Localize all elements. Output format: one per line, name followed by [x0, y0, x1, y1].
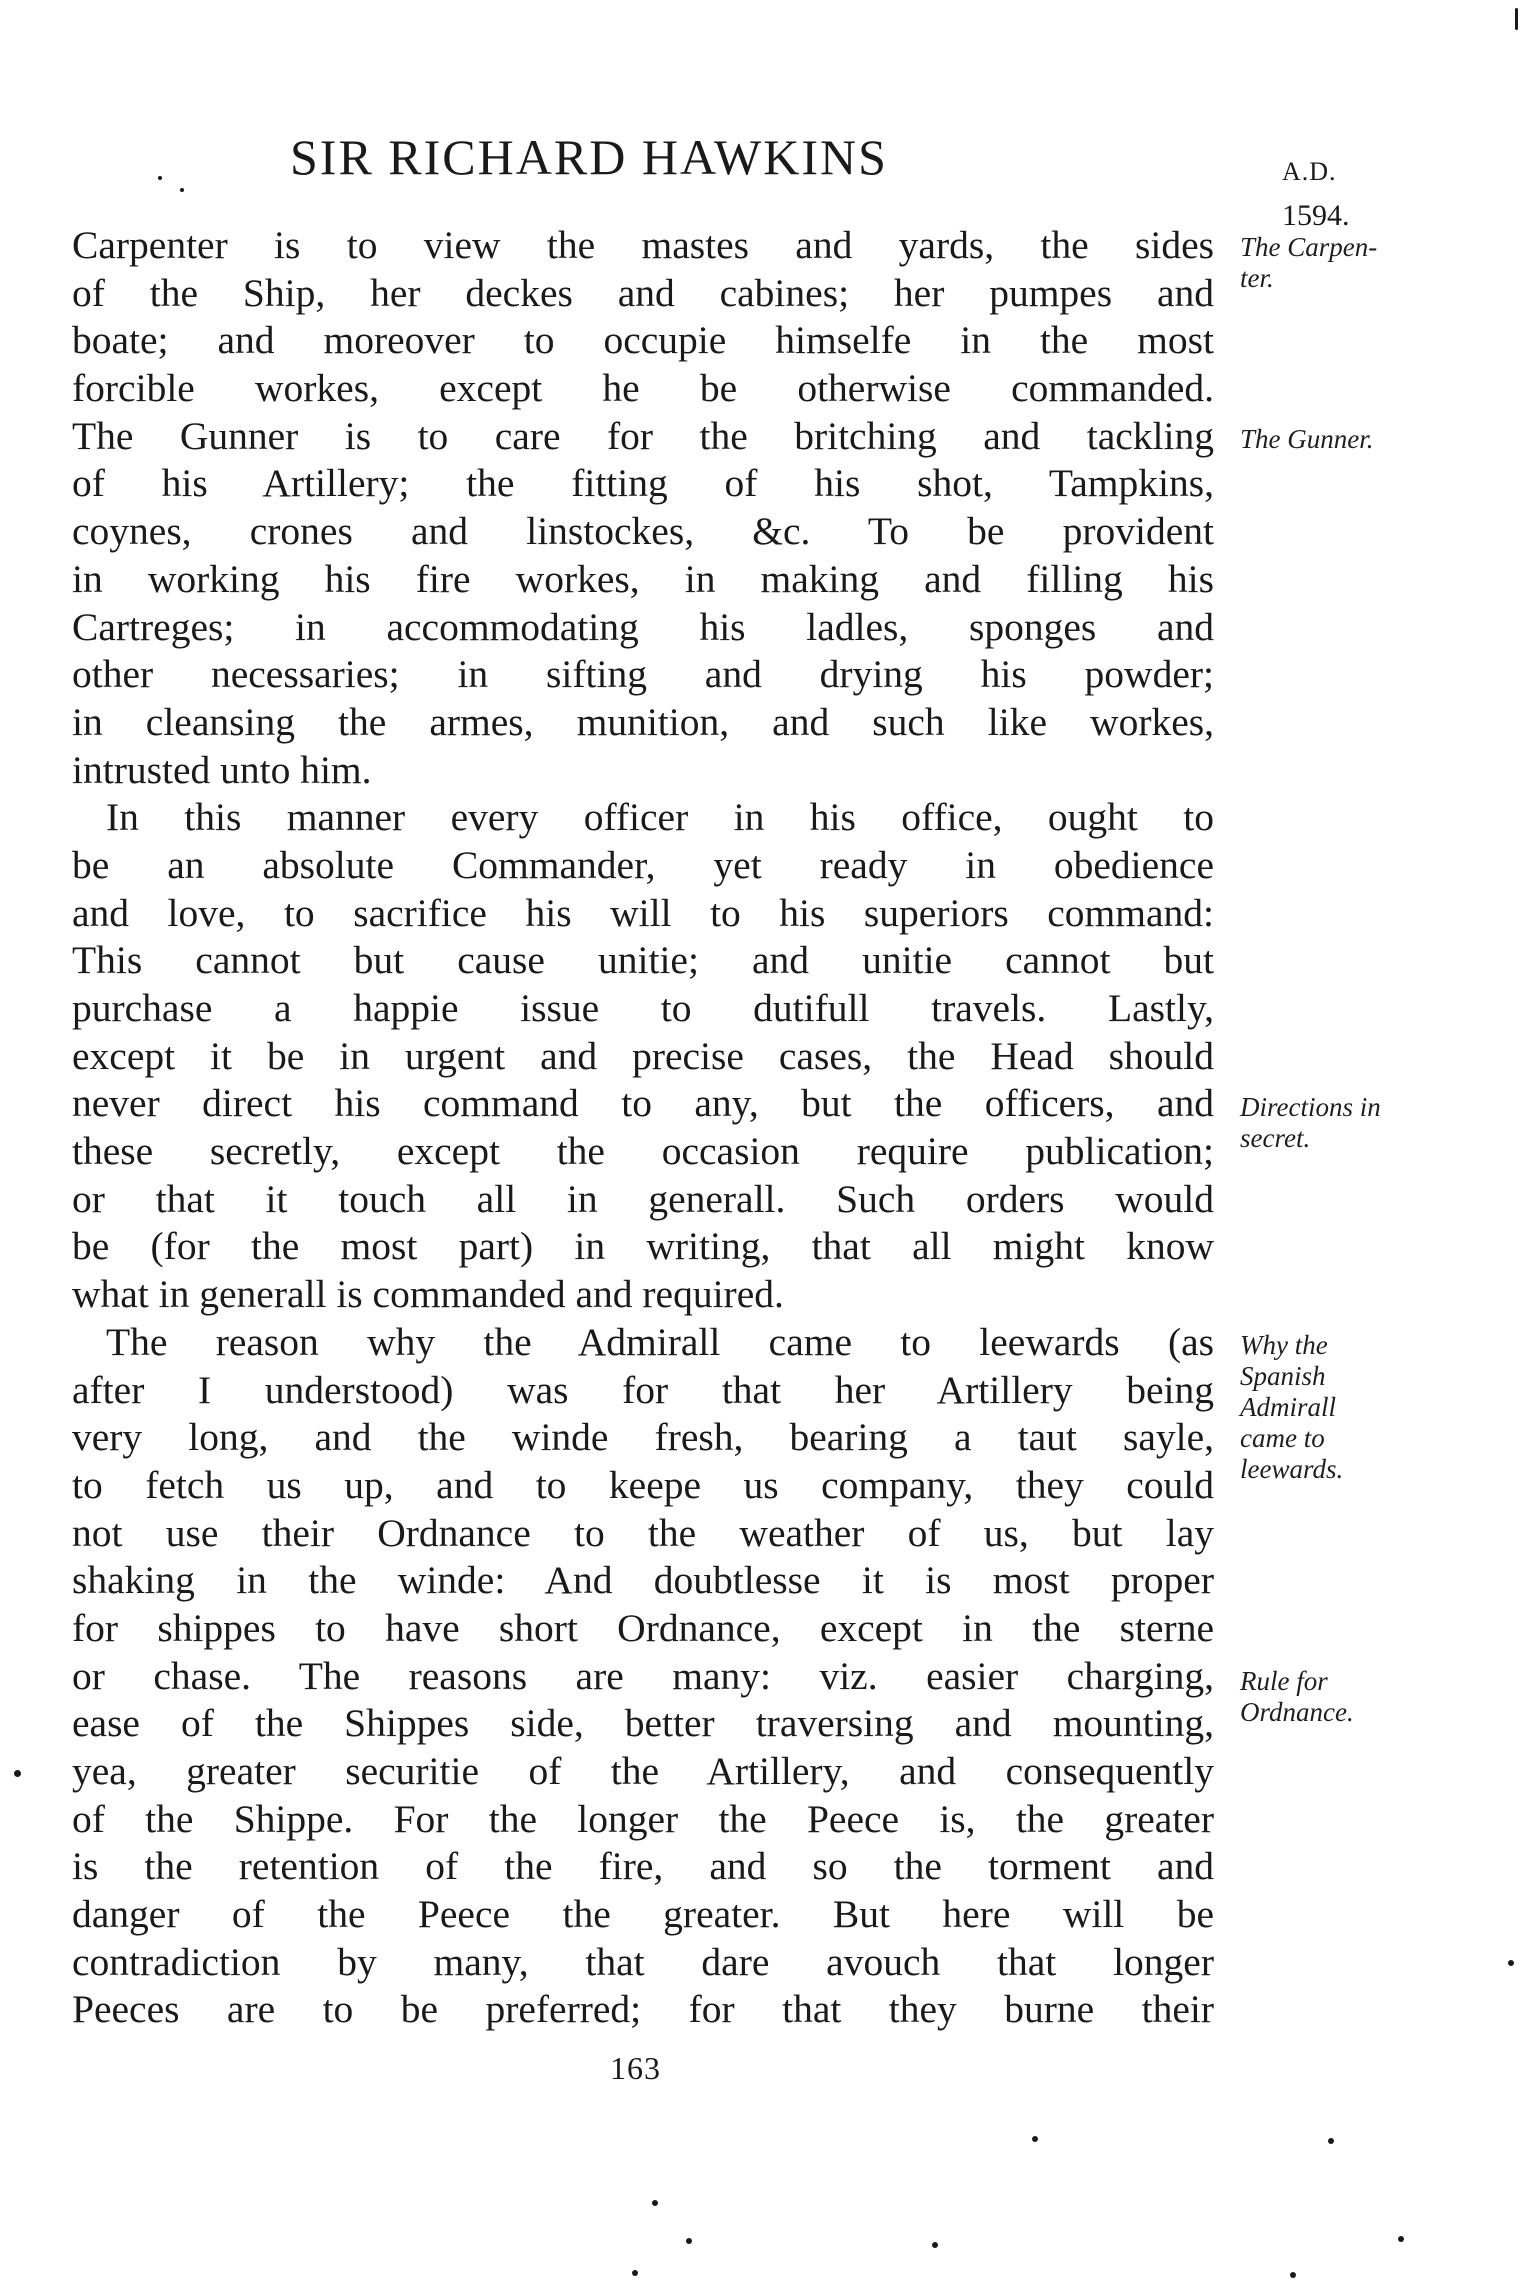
scan-speck	[1515, 8, 1518, 30]
body-line: to fetch us up, and to keepe us company, they could	[72, 1462, 1214, 1507]
body-line: of the Shippe. For the longer the Peece is, the greater	[72, 1796, 1214, 1841]
body-line: purchase a happie issue to dutifull travels. Lastly,	[72, 986, 1214, 1030]
scan-speck	[1328, 2138, 1334, 2144]
body-line: The Gunner is to care for the britching and tackling	[72, 413, 1214, 458]
body-line: This cannot but cause unitie; and unitie cannot but	[72, 938, 1214, 983]
margin-note-line: ter.	[1240, 263, 1274, 293]
scan-speck	[1508, 1960, 1514, 1966]
margin-note-rule-ordnance	[1240, 1666, 1354, 1728]
margin-note-line: Admirall	[1240, 1392, 1337, 1422]
scan-speck	[1032, 2136, 1038, 2142]
running-title: SIR RICHARD HAWKINS	[290, 129, 888, 185]
body-line: in working his fire workes, in making and filling his	[72, 556, 1214, 601]
margin-note-line: secret.	[1240, 1123, 1311, 1153]
body-line: for shippes to have short Ordnance, except in the sterne	[72, 1605, 1214, 1650]
margin-note-line: Directions in	[1240, 1092, 1381, 1122]
scan-speck	[14, 1770, 21, 1777]
margin-note-carpenter	[1240, 232, 1377, 294]
body-line: is the retention of the fire, and so the torment and	[72, 1844, 1214, 1889]
page-number: 163	[610, 2050, 661, 2086]
margin-note-gunner	[1240, 424, 1374, 455]
margin-note-line: Ordnance.	[1240, 1697, 1354, 1727]
body-line: be (for the most part) in writing, that all might know	[72, 1224, 1214, 1269]
margin-note-line: The Gunner.	[1240, 424, 1374, 454]
scan-speck	[686, 2238, 692, 2244]
body-line: never direct his command to any, but the officers, and	[72, 1081, 1214, 1126]
scan-speck	[932, 2242, 938, 2248]
body-line: Peeces are to be preferred; for that they burne their	[72, 1987, 1214, 2032]
margin-note-directions	[1240, 1092, 1381, 1154]
body-line: of the Ship, her deckes and cabines; her pumpes and	[72, 270, 1214, 315]
body-line: what in generall is commanded and required.	[72, 1272, 784, 1317]
date-block	[1282, 150, 1350, 238]
body-line: of his Artillery; the fitting of his shot, Tampkins,	[72, 461, 1214, 506]
scan-speck	[632, 2270, 638, 2276]
body-line: these secretly, except the occasion require publication;	[72, 1129, 1214, 1174]
body-line: except it be in urgent and precise cases, the Head should	[72, 1033, 1214, 1078]
margin-note-line: Spanish	[1240, 1361, 1326, 1391]
scan-speck	[1290, 2272, 1296, 2278]
scan-speck	[1398, 2236, 1404, 2242]
era-label: A.D.	[1282, 157, 1337, 186]
scan-speck	[180, 188, 184, 192]
margin-note-line: leewards.	[1240, 1454, 1344, 1484]
body-line: very long, and the winde fresh, bearing a taut sayle,	[72, 1415, 1214, 1460]
body-line: other necessaries; in sifting and drying his powder;	[72, 652, 1214, 697]
body-line: be an absolute Commander, yet ready in obedience	[72, 842, 1214, 887]
body-line: contradiction by many, that dare avouch that longer	[72, 1939, 1214, 1984]
margin-note-line: came to	[1240, 1423, 1325, 1453]
body-line: boate; and moreover to occupie himselfe in the most	[72, 318, 1214, 363]
margin-note-spanish-admirall	[1240, 1330, 1343, 1485]
body-line: yea, greater securitie of the Artillery, and consequently	[72, 1749, 1214, 1793]
scan-speck	[158, 176, 162, 180]
body-line: forcible workes, except he be otherwise commanded.	[72, 366, 1214, 411]
body-line: and love, to sacrifice his will to his superiors command:	[72, 890, 1214, 935]
year-label: 1594.	[1282, 199, 1350, 232]
body-line: intrusted unto him.	[72, 747, 372, 792]
body-line: Carpenter is to view the mastes and yards, the sides	[72, 223, 1214, 267]
body-line: ease of the Shippes side, better traversing and mounting,	[72, 1701, 1214, 1746]
body-line: or chase. The reasons are many: viz. easier charging,	[72, 1653, 1214, 1698]
body-line: shaking in the winde: And doubtlesse it is most proper	[72, 1558, 1214, 1603]
margin-note-line: Rule for	[1240, 1666, 1328, 1696]
body-line: after I understood) was for that her Artillery being	[72, 1367, 1214, 1412]
body-text	[72, 222, 1214, 2034]
body-line: The reason why the Admirall came to leewards (as	[106, 1319, 1214, 1364]
body-line: danger of the Peece the greater. But here will be	[72, 1892, 1214, 1937]
body-line: or that it touch all in generall. Such orders would	[72, 1176, 1214, 1221]
body-line: coynes, crones and linstockes, &c. To be provident	[72, 509, 1214, 554]
margin-note-line: Why the	[1240, 1330, 1328, 1360]
body-line: In this manner every officer in his office, ought to	[106, 795, 1214, 840]
body-line: in cleansing the armes, munition, and such like workes,	[72, 699, 1214, 744]
body-line: not use their Ordnance to the weather of us, but lay	[72, 1510, 1214, 1555]
body-line: Cartreges; in accommodating his ladles, sponges and	[72, 604, 1214, 649]
scan-speck	[652, 2200, 658, 2206]
margin-note-line: The Carpen-	[1240, 232, 1378, 262]
